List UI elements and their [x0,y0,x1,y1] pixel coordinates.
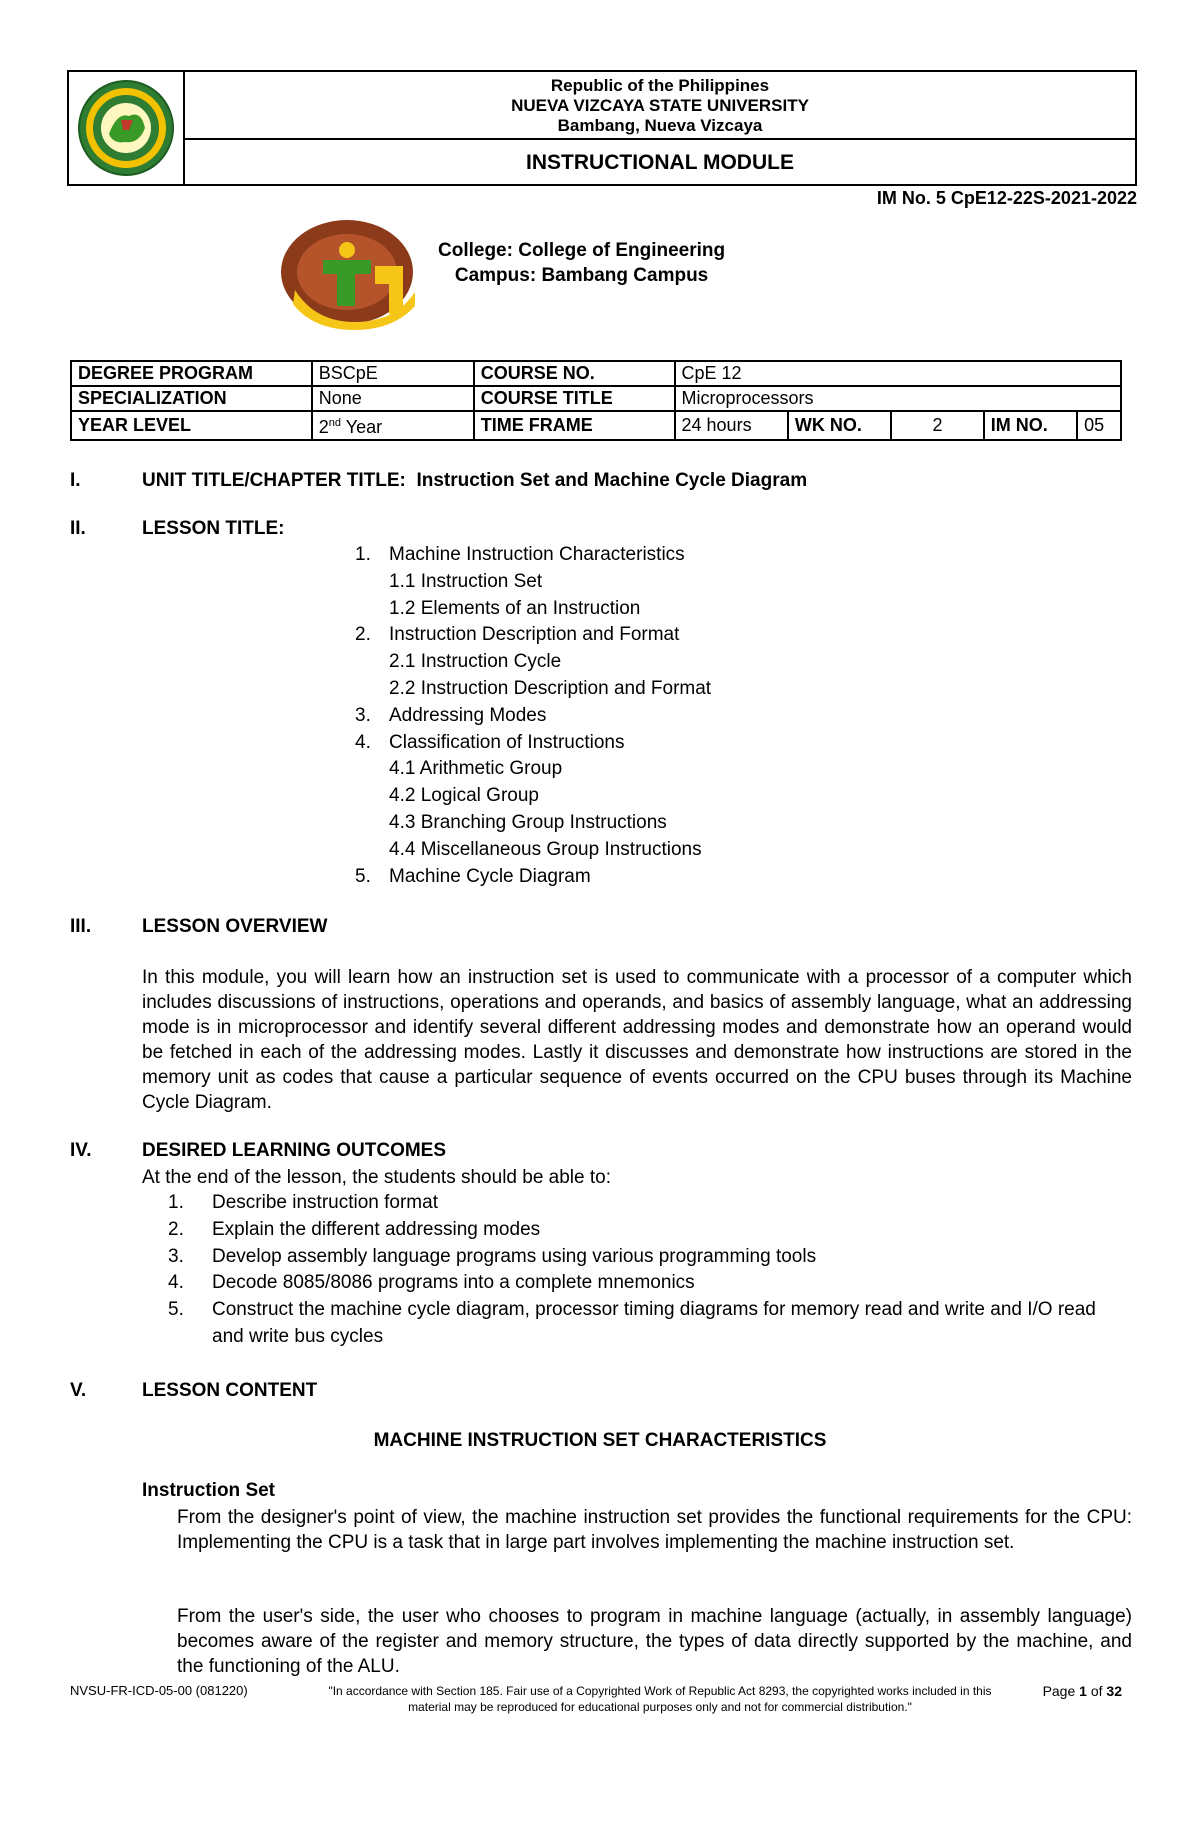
list-item-number: 4. [168,1272,184,1294]
list-item-text: 4.4 Miscellaneous Group Instructions [389,838,702,860]
college-name: College: College of Engineering [438,240,726,261]
year-level-value [312,411,474,440]
content-paragraph-1: From the designer's point of view, the machine instruction set provides the functional requirements for the CPU: Implementing the CPU is a task that in large part involves implementing the machine instruction set. [177,1507,1132,1553]
overview-paragraph: In this module, you will learn how an instruction set is used to communicate with a processor of a computer which includes discussions of instructions, operations and operands, and basics of assembly language, what an addressing mode is in microprocessor and identify several different addressing modes and demonstrate how an operand would be fetched in each of the addressing modes. Lastly it discusses and demonstrate how instructions are stored in the memory unit as codes that cause a particular sequence of events occurred on the CPU buses through its Machine Cycle Diagram. [142,967,1132,1113]
list-item [355,622,711,649]
list-item [355,864,711,891]
section-heading: LESSON TITLE: [142,518,285,539]
section-heading [142,470,807,492]
list-item-text: 4.3 Branching Group Instructions [389,811,667,833]
list-item-number: 4. [355,731,371,753]
list-item [355,703,711,730]
section-heading: LESSON OVERVIEW [142,916,328,937]
list-item-text: 4.1 Arithmetic Group [389,758,563,780]
year-level-number: 2 [318,417,329,437]
wk-no-label: WK NO. [788,411,891,440]
list-item-text: Describe instruction format [212,1192,438,1213]
university-seal-logo [69,72,183,184]
section-number: I. [70,470,81,491]
year-level-word: Year [341,417,383,437]
im-no-label: IM NO. [984,411,1077,440]
year-level-label: YEAR LEVEL [71,411,312,440]
list-item [142,1270,1132,1297]
list-item [355,810,711,837]
list-item [355,649,711,676]
university-seal-cell [69,72,185,184]
degree-program-label: DEGREE PROGRAM [71,361,312,386]
list-item [142,1190,1132,1217]
course-title-value: Microprocessors [675,386,1121,411]
year-level-suffix: nd [328,417,342,429]
header-top-cell [185,72,1135,140]
list-item [355,837,711,864]
college-engineering-logo [275,210,435,330]
time-frame-label: TIME FRAME [474,411,675,440]
section-number: V. [70,1380,87,1401]
section-number: II. [70,518,86,539]
outcomes-list [142,1190,1132,1351]
list-item [355,756,711,783]
list-item-text: 1.2 Elements of an Instruction [389,597,641,619]
list-item [355,783,711,810]
course-no-label: COURSE NO. [474,361,675,386]
course-info-table [70,360,1122,441]
list-item-number: 1. [355,544,371,565]
list-item [355,542,711,569]
degree-program-value: BSCpE [312,361,474,386]
form-code: NVSU-FR-ICD-05-00 (081220) [70,1683,248,1698]
content-heading: MACHINE INSTRUCTION SET CHARACTERISTICS [373,1430,827,1451]
list-item [142,1297,1132,1351]
wk-no-value: 2 [891,411,983,440]
list-item [142,1244,1132,1271]
content-paragraph-2: From the user's side, the user who chooses to program in machine language (actually, in assembly language) becomes aware of the register and memory structure, the types of data directly supported by the machine, and the functioning of the ALU. [177,1606,1132,1677]
time-frame-value: 24 hours [675,411,788,440]
page-prefix: Page [1042,1683,1080,1699]
unit-title-label: UNIT TITLE/CHAPTER TITLE: [142,470,406,491]
list-item-text: Decode 8085/8086 programs into a complete mnemonics [212,1272,695,1294]
list-item-text: Addressing Modes [389,704,547,726]
list-item-number: 2. [168,1218,184,1240]
header-republic: Republic of the Philippines [550,76,770,95]
list-item-number: 3. [355,704,371,726]
page-current: 1 [1079,1683,1087,1699]
page-total: 32 [1106,1683,1122,1699]
specialization-label: SPECIALIZATION [71,386,312,411]
section-heading: LESSON CONTENT [142,1380,318,1401]
content-subheading: Instruction Set [142,1480,276,1501]
table-row [71,361,1121,386]
page-of: of [1086,1683,1107,1699]
list-item-text: Machine Cycle Diagram [389,865,591,887]
im-number: IM No. 5 CpE12-22S-2021-2022 [876,188,1137,208]
list-item-text: Classification of Instructions [389,731,625,753]
list-item-text: 2.1 Instruction Cycle [389,651,562,673]
section-heading: DESIRED LEARNING OUTCOMES [142,1140,447,1161]
list-item-number: 5. [355,865,371,887]
table-row [71,411,1121,440]
list-item [142,1217,1132,1244]
header-box [67,70,1137,186]
section-number: III. [70,916,92,937]
unit-title-value: Instruction Set and Machine Cycle Diagram [416,470,808,491]
specialization-value: None [312,386,474,411]
document-title: INSTRUCTIONAL MODULE [526,151,794,174]
list-item-text: 2.2 Instruction Description and Format [389,677,712,699]
list-item-text: Explain the different addressing modes [212,1218,541,1240]
list-item [355,676,711,703]
list-item-number: 1. [168,1192,184,1213]
header-location: Bambang, Nueva Vizcaya [557,116,763,135]
list-item-number: 2. [355,624,371,646]
im-no-value: 05 [1077,411,1121,440]
outcomes-intro: At the end of the lesson, the students should be able to: [142,1167,611,1188]
table-row [71,386,1121,411]
copyright-note: "In accordance with Section 185. Fair use of a Copyrighted Work of Republic Act 8293, the copyrighted works included in this material may be reproduced for educational purposes only and not for commercial distribution." [328,1684,992,1714]
list-item [355,730,711,757]
list-item-text: 1.1 Instruction Set [389,570,543,592]
list-item-text: Machine Instruction Characteristics [389,544,685,565]
page-number [1043,1683,1122,1699]
list-item-text: Instruction Description and Format [389,624,680,646]
list-item-text: Construct the machine cycle diagram, processor timing diagrams for memory read and write and I/O read and write bus cycles [212,1299,1096,1347]
list-item [355,596,711,623]
list-item [355,569,711,596]
campus-name: Campus: Bambang Campus [454,265,709,286]
list-item-number: 3. [168,1245,184,1267]
course-title-label: COURSE TITLE [474,386,675,411]
header-university: NUEVA VIZCAYA STATE UNIVERSITY [511,96,809,115]
college-info [438,238,725,288]
list-item-number: 5. [168,1299,184,1321]
course-no-value: CpE 12 [675,361,1121,386]
list-item-text: 4.2 Logical Group [389,785,539,807]
section-number: IV. [70,1140,92,1161]
lesson-title-list [355,542,711,890]
list-item-text: Develop assembly language programs using various programming tools [212,1245,817,1267]
